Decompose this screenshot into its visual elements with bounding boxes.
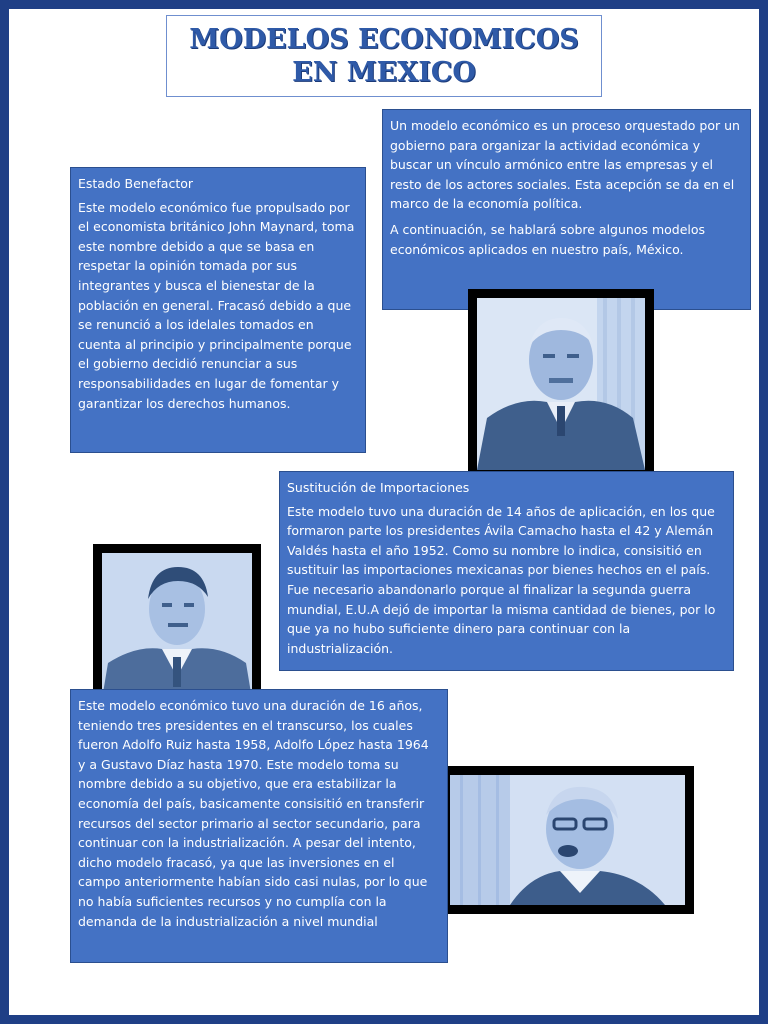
keynes-photo xyxy=(468,289,654,475)
intro-paragraph-2: A continuación, se hablará sobre algunos modelos económicos aplicados en nuestro país, México. xyxy=(390,221,706,257)
estado-benefactor-box xyxy=(70,167,366,453)
intro-box xyxy=(382,109,751,310)
desarrollo-body: Este modelo económico tuvo una duración de 16 años, teniendo tres presidentes en el transcurso, los cuales fueron Adolfo Ruiz hasta 1958, Adolfo López hasta 1964 y a Gustavo Díaz hasta 1970. Este modelo toma su nombre debido a su objetivo, que era estabilizar la economía del país, basicamente consisitió en transferir recursos del sector primario al sector secundario, para continuar con la industrialización. A pesar del intento, dicho modelo fracasó, ya que las inversiones en el campo anteriormente habían sido casi nulas, por lo que no había suficientes recursos y no cumplía con la demanda de la industrialización a nivel mundial xyxy=(78,698,429,929)
title-line-2: EN MEXICO xyxy=(292,57,476,88)
sustitucion-heading: Sustitución de Importaciones xyxy=(287,480,470,495)
aleman-photo xyxy=(93,544,261,704)
sustitucion-body: Este modelo tuvo una duración de 14 años de aplicación, en los que formaron parte los presidentes Ávila Camacho hasta el 42 y Alemán Valdés hasta el año 1952. Como su nombre lo indica, consisitió en sustituir las importaciones mexicanas por bienes hechos en el país. Fue necesario abandonarlo porque al finalizar la segunda guerra mundial, E.U.A dejó de importar la misma cantidad de bienes, por lo que ya no hubo suficiente dinero para continuar con la industrialización. xyxy=(287,503,716,656)
estado-benefactor-body: Este modelo económico fue propulsado por el economista británico John Maynard, toma este nombre debido a que se basa en respetar la opinión tomada por sus integrantes y busca el bienestar de la población en general. Fracasó debido a que se renunció a los idelales tomados en cuenta al principio y principalmente porque el gobierno decidió renunciar a sus responsabilidades en lugar de fomentar y garantizar los derechos humanos. xyxy=(78,199,355,411)
president-speech-photo xyxy=(441,766,694,914)
sustitucion-box xyxy=(279,471,734,671)
estado-benefactor-heading: Estado Benefactor xyxy=(78,176,194,191)
desarrollo-box xyxy=(70,689,448,963)
intro-paragraph-1: Un modelo económico es un proceso orquestado por un gobierno para organizar la actividad económica y buscar un vínculo armónico entre las empresas y el resto de los actores sociales. Esta acepción se da en el marco de la economía política. xyxy=(390,118,740,212)
title-box xyxy=(166,15,602,97)
document-page xyxy=(9,9,759,1015)
title-line-1: MODELOS ECONOMICOS xyxy=(189,24,579,55)
